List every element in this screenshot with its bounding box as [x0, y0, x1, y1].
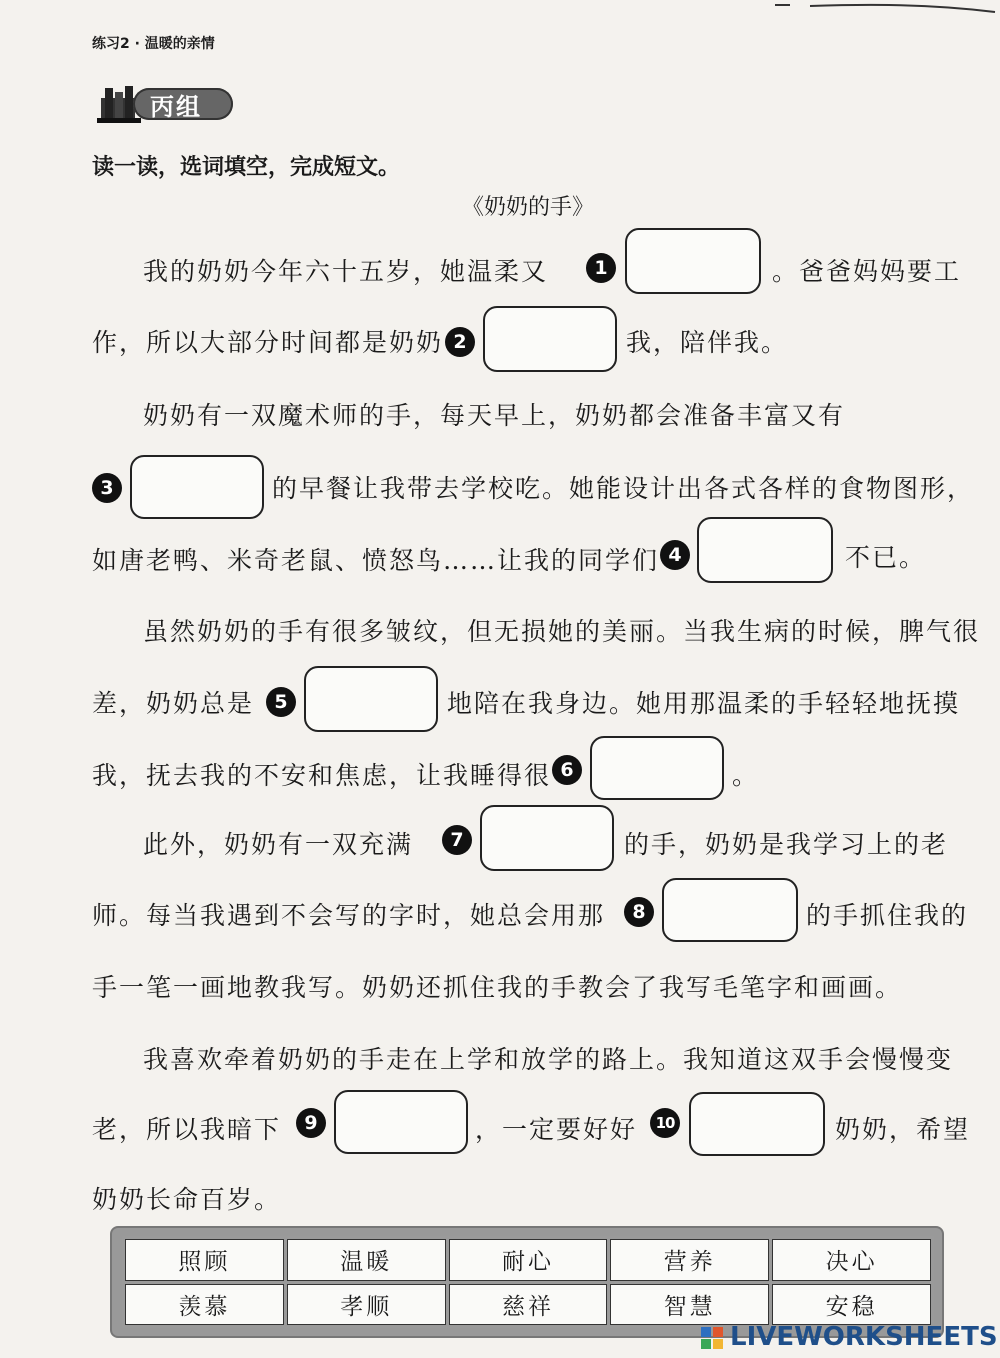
word-bank-row	[125, 1239, 931, 1281]
text-line: 的手，奶奶是我学习上的老	[624, 830, 949, 859]
blank-number-2: 2	[445, 327, 475, 357]
answer-blank-6[interactable]	[590, 736, 724, 800]
text-line: 我，陪伴我。	[626, 328, 789, 357]
answer-blank-7[interactable]	[480, 805, 614, 871]
group-badge	[95, 82, 235, 124]
answer-blank-3[interactable]	[130, 455, 264, 519]
answer-blank-1[interactable]	[625, 228, 761, 294]
text-line: 我喜欢牵着奶奶的手走在上学和放学的路上。我知道这双手会慢慢变	[143, 1045, 954, 1074]
word-option[interactable]: 羡慕	[125, 1284, 284, 1326]
text-line: 的早餐让我带去学校吃。她能设计出各式各样的食物图形，	[272, 474, 975, 503]
answer-blank-10[interactable]	[689, 1092, 825, 1156]
text-line: 手一笔一画地教我写。奶奶还抓住我的手教会了我写毛笔字和画画。	[92, 973, 903, 1002]
answer-blank-9[interactable]	[334, 1090, 468, 1154]
text-line: 作，所以大部分时间都是奶奶	[92, 328, 444, 357]
answer-blank-5[interactable]	[304, 666, 438, 732]
answer-blank-2[interactable]	[483, 306, 617, 372]
word-option[interactable]: 安稳	[772, 1284, 931, 1326]
text-line: ，一定要好好	[475, 1115, 638, 1144]
text-line: 差，奶奶总是	[92, 689, 255, 718]
blank-number-9: 9	[296, 1108, 326, 1138]
word-option[interactable]: 智慧	[610, 1284, 769, 1326]
watermark-text: LIVEWORKSHEETS	[730, 1322, 998, 1352]
word-option[interactable]: 慈祥	[449, 1284, 608, 1326]
blank-number-1: 1	[586, 253, 616, 283]
text-line: 虽然奶奶的手有很多皱纹，但无损她的美丽。当我生病的时候，脾气很	[143, 617, 981, 646]
instruction: 读一读，选词填空，完成短文。	[92, 155, 401, 180]
liveworksheets-logo-icon	[700, 1326, 724, 1350]
blank-number-4: 4	[660, 540, 690, 570]
section-header: 练习2 · 温暖的亲情	[92, 36, 215, 52]
text-line: 的手抓住我的	[806, 901, 969, 930]
text-line: 如唐老鸭、米奇老鼠、愤怒鸟……让我的同学们	[92, 546, 660, 575]
text-line: 我的奶奶今年六十五岁，她温柔又	[143, 257, 549, 286]
group-label: 丙组	[150, 93, 202, 121]
text-line: 不已。	[845, 543, 927, 572]
blank-number-10: 10	[650, 1108, 680, 1138]
text-line: 老，所以我暗下	[92, 1115, 282, 1144]
text-line: 奶奶，希望	[835, 1115, 971, 1144]
text-line: 。	[732, 761, 760, 790]
text-line: 地陪在我身边。她用那温柔的手轻轻地抚摸	[447, 689, 961, 718]
word-option[interactable]: 决心	[772, 1239, 931, 1281]
text-line: 奶奶有一双魔术师的手，每天早上，奶奶都会准备丰富又有	[143, 401, 846, 430]
word-bank	[122, 1236, 934, 1328]
story-title: 《奶奶的手》	[462, 195, 595, 220]
word-option[interactable]: 孝顺	[287, 1284, 446, 1326]
text-line: 我，抚去我的不安和焦虑，让我睡得很	[92, 761, 552, 790]
word-option[interactable]: 营养	[610, 1239, 769, 1281]
blank-number-7: 7	[442, 825, 472, 855]
liveworksheets-watermark	[700, 1322, 998, 1356]
blank-number-6: 6	[552, 755, 582, 785]
text-line: 。爸爸妈妈要工	[772, 257, 962, 286]
blank-number-3: 3	[92, 473, 122, 503]
text-line: 此外，奶奶有一双充满	[143, 830, 414, 859]
top-edge-line	[770, 0, 1000, 14]
word-option[interactable]: 温暖	[287, 1239, 446, 1281]
answer-blank-4[interactable]	[697, 517, 833, 583]
word-option[interactable]: 耐心	[449, 1239, 608, 1281]
word-bank-row	[125, 1284, 931, 1326]
answer-blank-8[interactable]	[662, 878, 798, 942]
word-option[interactable]: 照顾	[125, 1239, 284, 1281]
text-line: 奶奶长命百岁。	[92, 1185, 282, 1214]
blank-number-5: 5	[266, 687, 296, 717]
text-line: 师。每当我遇到不会写的字时，她总会用那	[92, 901, 606, 930]
blank-number-8: 8	[624, 897, 654, 927]
